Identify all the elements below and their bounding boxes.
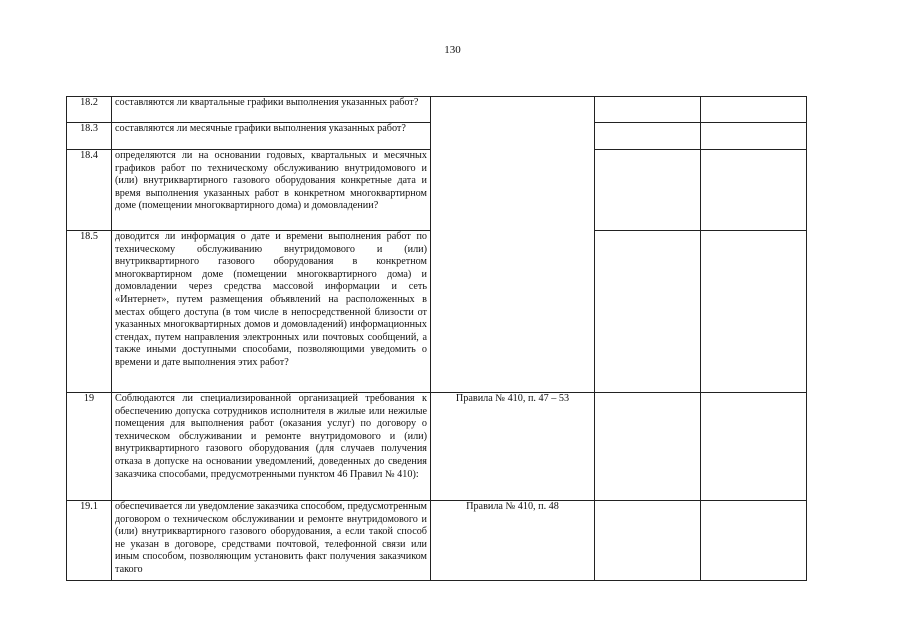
note-cell — [701, 393, 807, 501]
question-text: обеспечивается ли уведомление заказчика способом, предусмотренным договором о техническом обслуживании и ремонте внутридомового и (или) внутриквартирного газового оборудования, а если такой способ не указан в договоре, средствами почтовой, телефонной связи или иным способом, позволяющим установить факт получения заказчиком такого — [112, 501, 431, 581]
item-number: 18.4 — [67, 150, 112, 231]
question-text: составляются ли квартальные графики выполнения указанных работ? — [112, 97, 431, 123]
note-cell — [701, 231, 807, 393]
item-number: 18.3 — [67, 123, 112, 150]
answer-cell — [595, 231, 701, 393]
question-text: доводится ли информация о дате и времени выполнения работ по техническому обслуживанию внутридомового и (или) внутриквартирного газового оборудования в конкретном многоквартирном доме (помещении многоквартирного дома) и домовладении через средства массовой информации и сеть «Интернет», путем размещения объявлений на расположенных в местах общего доступа (в том числе в непосредственной близости от указанных многоквартирных домов и домовладений) информационных стендах, путем направления электронных или почтовых сообщений, а также иными доступными способами, позволяющими уведомить о времени и дате выполнения этих работ? — [112, 231, 431, 393]
answer-cell — [595, 97, 701, 123]
item-number: 19 — [67, 393, 112, 501]
table-row — [67, 393, 807, 501]
item-number: 18.5 — [67, 231, 112, 393]
page-number: 130 — [444, 44, 461, 56]
answer-cell — [595, 501, 701, 581]
note-cell — [701, 501, 807, 581]
answer-cell — [595, 123, 701, 150]
checklist-table — [66, 96, 807, 581]
note-cell — [701, 123, 807, 150]
legal-reference: Правила № 410, п. 48 — [431, 501, 595, 581]
note-cell — [701, 150, 807, 231]
item-number: 19.1 — [67, 501, 112, 581]
question-text: определяются ли на основании годовых, квартальных и месячных графиков работ по техническому обслуживанию внутридомового и (или) внутриквартирного газового оборудования конкретные дата и время выполнения указанных работ в конкретном многоквартирном доме (помещении многоквартирного дома) и домовладении? — [112, 150, 431, 231]
answer-cell — [595, 150, 701, 231]
table-row — [67, 501, 807, 581]
legal-reference: Правила № 410, п. 47 – 53 — [431, 393, 595, 501]
answer-cell — [595, 393, 701, 501]
question-text: Соблюдаются ли специализированной организацией требования к обеспечению допуска сотрудников исполнителя в жилые или нежилые помещения для выполнения работ (оказания услуг) по договору о техническом обслуживании и ремонте внутридомового и (или) внутриквартирного газового оборудования (для случаев получения отказа в допуске на основании уведомлений, доведенных до сведения заказчика способами, предусмотренными пунктом 46 Правил № 410): — [112, 393, 431, 501]
question-text: составляются ли месячные графики выполнения указанных работ? — [112, 123, 431, 150]
item-number: 18.2 — [67, 97, 112, 123]
table-row — [67, 97, 807, 123]
legal-reference — [431, 97, 595, 393]
note-cell — [701, 97, 807, 123]
